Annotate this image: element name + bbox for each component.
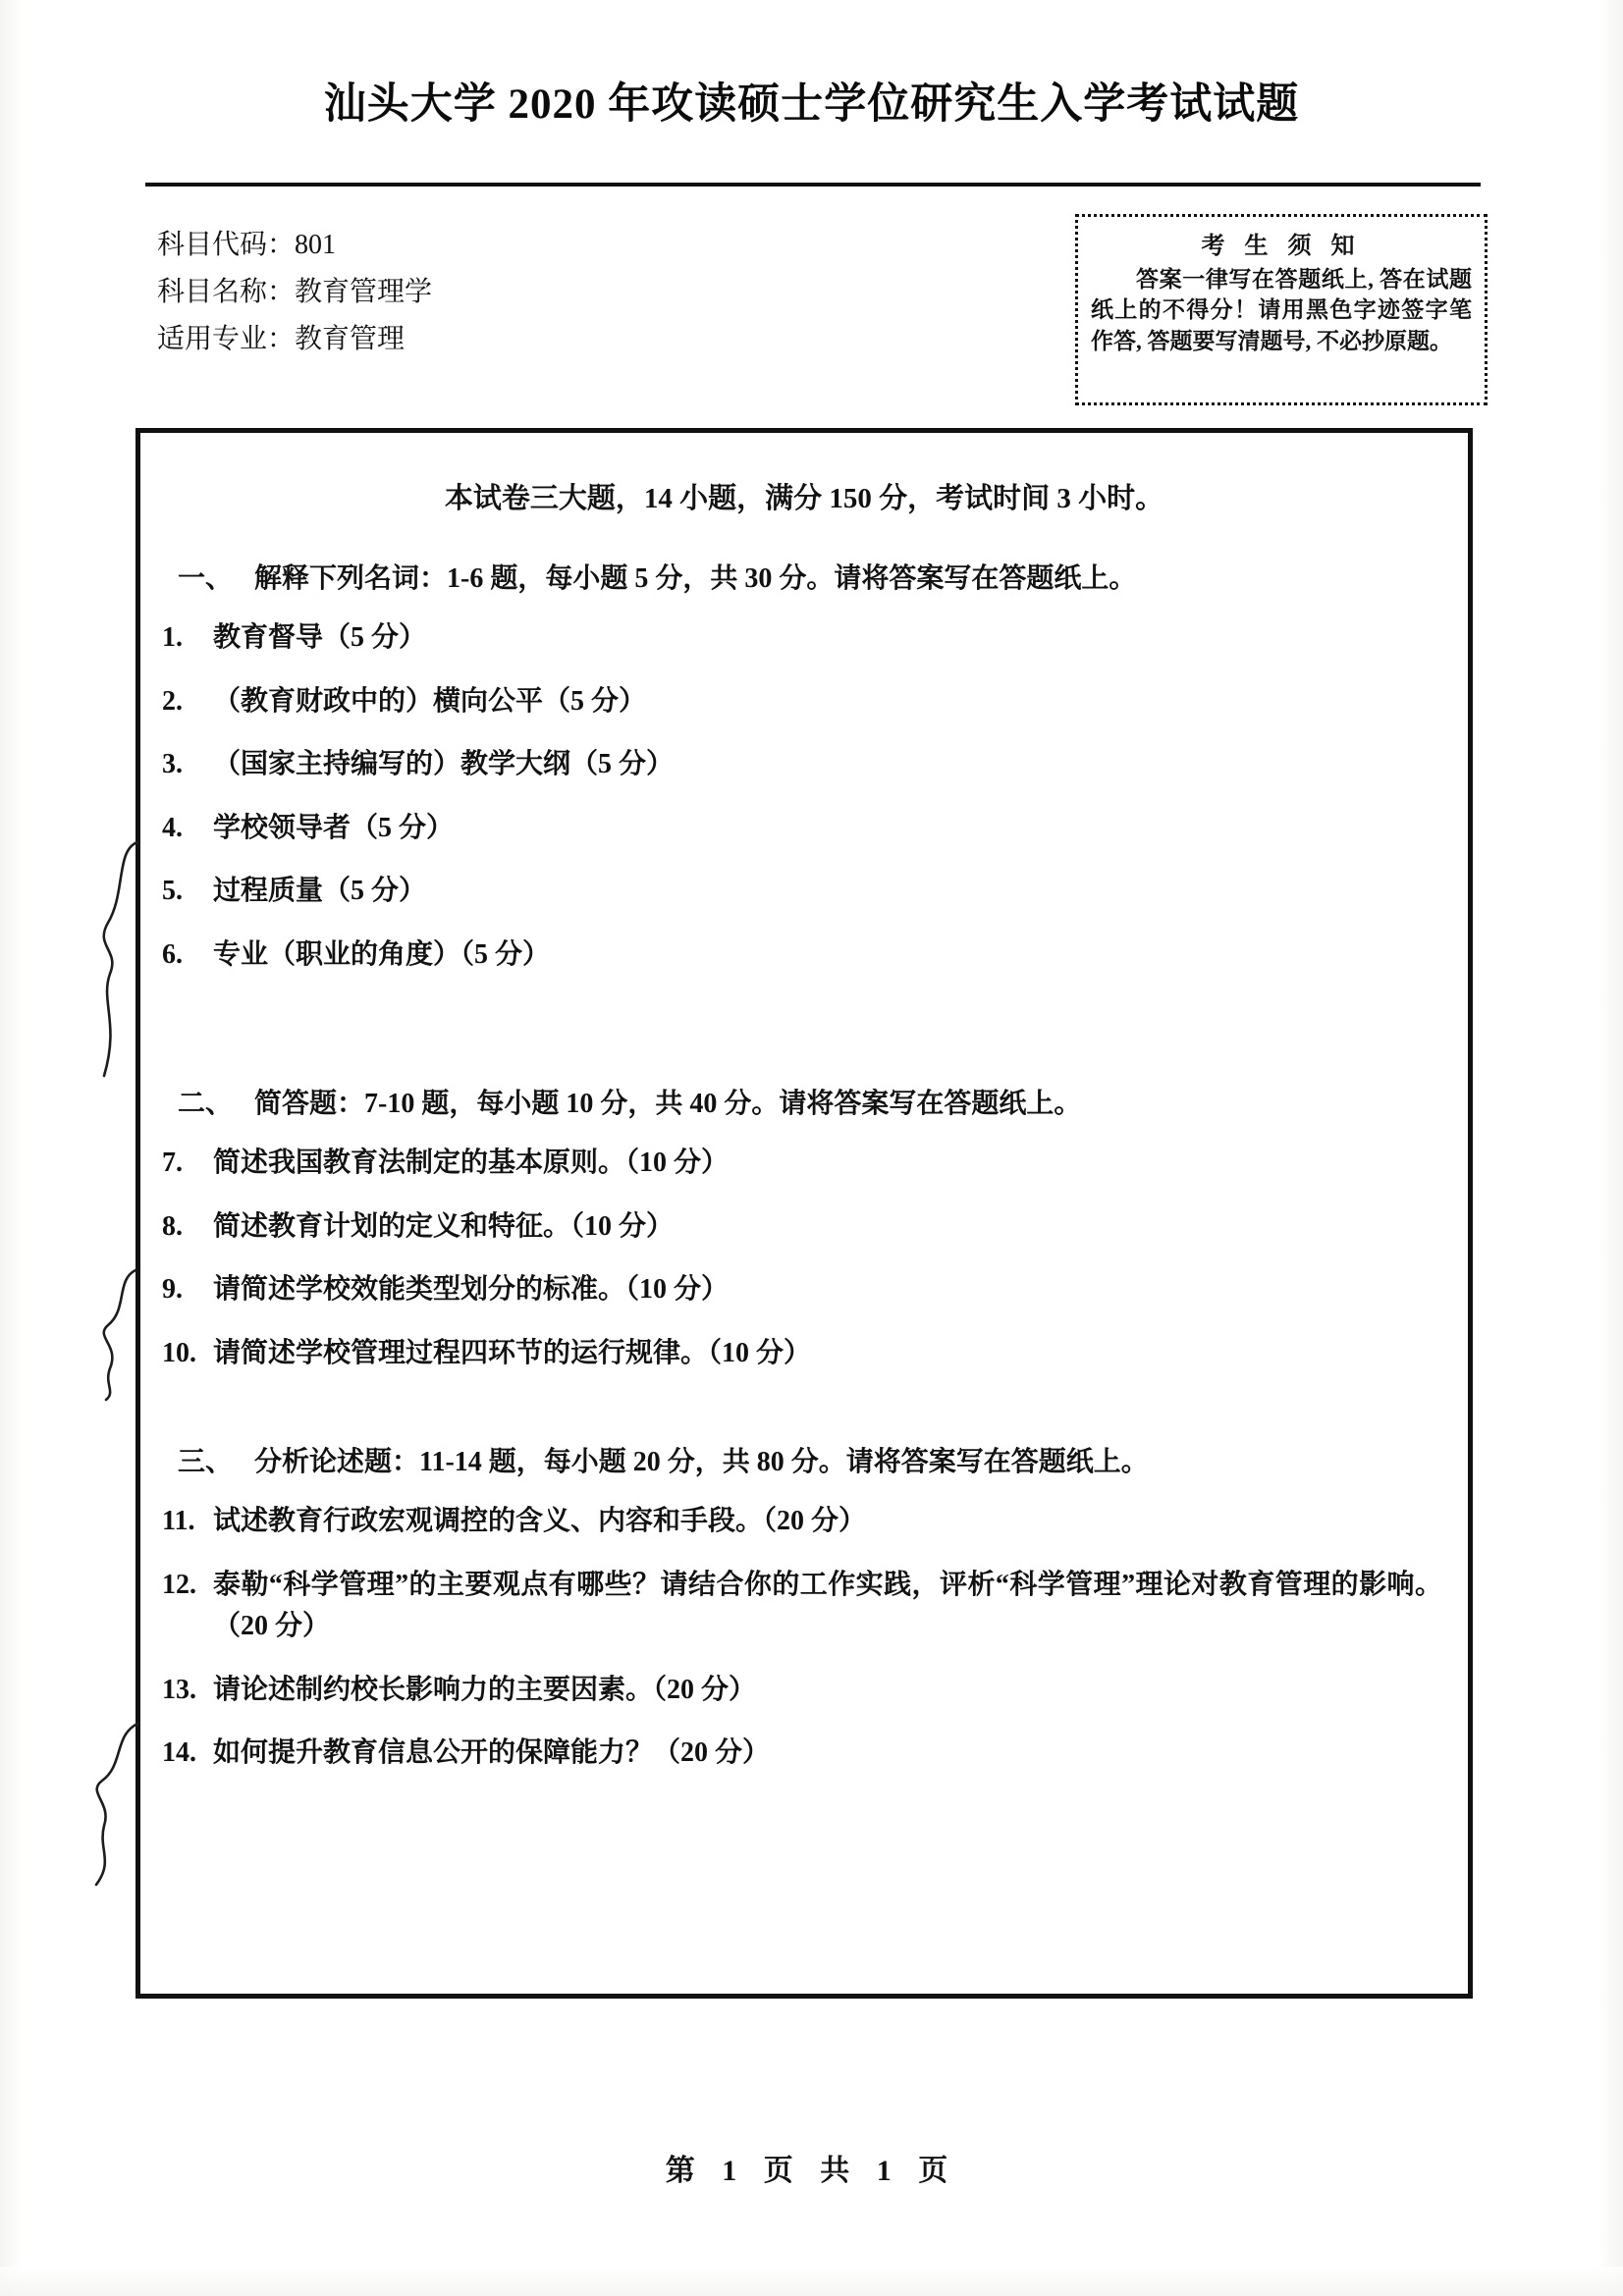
- scan-edge-left: [0, 0, 22, 2296]
- list-item: [140, 871, 1468, 913]
- question-text: 请简述学校管理过程四环节的运行规律。（10 分）: [213, 1337, 812, 1368]
- question-text: （国家主持编写的）教学大纲（5 分）: [213, 749, 675, 780]
- list-item: [140, 1143, 1468, 1185]
- subject-code-line: [157, 222, 785, 269]
- subject-name-value: 教育管理学: [295, 277, 433, 308]
- section-two-heading: [140, 1082, 1468, 1121]
- section-three-number: 三、: [178, 1447, 234, 1477]
- notice-body: 答案一律写在答题纸上, 答在试题纸上的不得分！请用黑色字迹签字笔作答, 答题要写清题号, 不必抄原题。: [1091, 267, 1472, 353]
- list-item: [140, 808, 1468, 850]
- subject-code-label: 科目代码：: [157, 230, 296, 260]
- question-number: 9.: [162, 1274, 183, 1306]
- question-number: 2.: [162, 685, 183, 717]
- subject-code-value: 801: [295, 230, 337, 260]
- question-number: 7.: [162, 1148, 183, 1178]
- exam-meta-block: [157, 222, 785, 363]
- list-item: [140, 1733, 1468, 1775]
- list-item: [140, 1269, 1468, 1311]
- exam-content-frame: [135, 428, 1473, 1999]
- question-text: 试述教育行政宏观调控的含义、内容和手段。（20 分）: [213, 1506, 867, 1536]
- page-footer: 第 1 页 共 1 页: [665, 2155, 958, 2187]
- section-one-heading-text: 解释下列名词：1-6 题，每小题 5 分，共 30 分。请将答案写在答题纸上。: [254, 563, 1137, 594]
- question-text: 请简述学校效能类型划分的标准。（10 分）: [213, 1274, 730, 1306]
- scan-edge-bottom: [0, 2267, 1623, 2296]
- list-item: [140, 1333, 1468, 1375]
- question-number: 13.: [162, 1674, 196, 1705]
- section-three: [140, 1440, 1468, 1775]
- list-item: [140, 1501, 1468, 1543]
- section-three-heading-text: 分析论述题：11-14 题，每小题 20 分，共 80 分。请将答案写在答题纸上。: [254, 1447, 1149, 1477]
- question-number: 12.: [162, 1569, 196, 1600]
- section-three-question-list: [140, 1501, 1468, 1775]
- exam-summary-line: 本试卷三大题，14 小题，满分 150 分，考试时间 3 小时。: [444, 483, 1164, 514]
- scan-edge-right: [1597, 0, 1623, 2296]
- section-one-heading: [140, 557, 1468, 596]
- question-text: 简述我国教育法制定的基本原则。（10 分）: [213, 1148, 730, 1178]
- question-number: 3.: [162, 749, 183, 780]
- question-text: 简述教育计划的定义和特征。（10 分）: [213, 1210, 675, 1242]
- title-divider: [145, 183, 1481, 187]
- page-title: 汕头大学 2020 年攻读硕士学位研究生入学考试试题: [323, 81, 1300, 128]
- list-item: [140, 617, 1468, 660]
- list-item: [140, 1670, 1468, 1712]
- question-text: 请论述制约校长影响力的主要因素。（20 分）: [213, 1674, 757, 1705]
- major-line: [157, 316, 785, 363]
- notice-title: 考 生 须 知: [1201, 234, 1362, 259]
- section-two-number: 二、: [178, 1089, 234, 1119]
- question-text: 学校领导者（5 分）: [213, 812, 455, 843]
- question-text: 泰勒“科学管理”的主要观点有哪些？请结合你的工作实践，评析“科学管理”理论对教育管理的影响。（20 分）: [213, 1569, 1442, 1642]
- section-two-question-list: [140, 1143, 1468, 1374]
- section-two: [140, 1082, 1468, 1374]
- list-item: [140, 934, 1468, 977]
- section-one-number: 一、: [178, 563, 234, 594]
- section-one: [140, 557, 1468, 976]
- subject-name-label: 科目名称：: [157, 277, 296, 308]
- section-one-question-list: [140, 617, 1468, 976]
- section-three-heading: [140, 1440, 1468, 1479]
- subject-name-line: [157, 269, 785, 316]
- major-value: 教育管理: [295, 324, 406, 355]
- list-item: [140, 1565, 1468, 1648]
- question-number: 6.: [162, 938, 183, 970]
- question-number: 5.: [162, 876, 183, 907]
- question-number: 4.: [162, 812, 183, 843]
- list-item: [140, 744, 1468, 786]
- question-text: 如何提升教育信息公开的保障能力？（20 分）: [213, 1737, 771, 1769]
- question-number: 8.: [162, 1210, 183, 1242]
- candidate-notice-box: [1075, 214, 1488, 405]
- question-number: 10.: [162, 1337, 196, 1368]
- section-two-heading-text: 简答题：7-10 题，每小题 10 分，共 40 分。请将答案写在答题纸上。: [254, 1089, 1082, 1119]
- exam-content-inner: [140, 433, 1468, 1994]
- question-text: 过程质量（5 分）: [213, 876, 427, 907]
- list-item: [140, 681, 1468, 723]
- question-text: 专业（职业的角度）（5 分）: [213, 938, 551, 970]
- question-text: （教育财政中的）横向公平（5 分）: [213, 685, 647, 717]
- major-label: 适用专业：: [157, 324, 296, 355]
- question-number: 1.: [162, 622, 183, 653]
- question-number: 11.: [162, 1506, 195, 1536]
- question-number: 14.: [162, 1737, 196, 1769]
- list-item: [140, 1206, 1468, 1249]
- question-text: 教育督导（5 分）: [213, 622, 427, 653]
